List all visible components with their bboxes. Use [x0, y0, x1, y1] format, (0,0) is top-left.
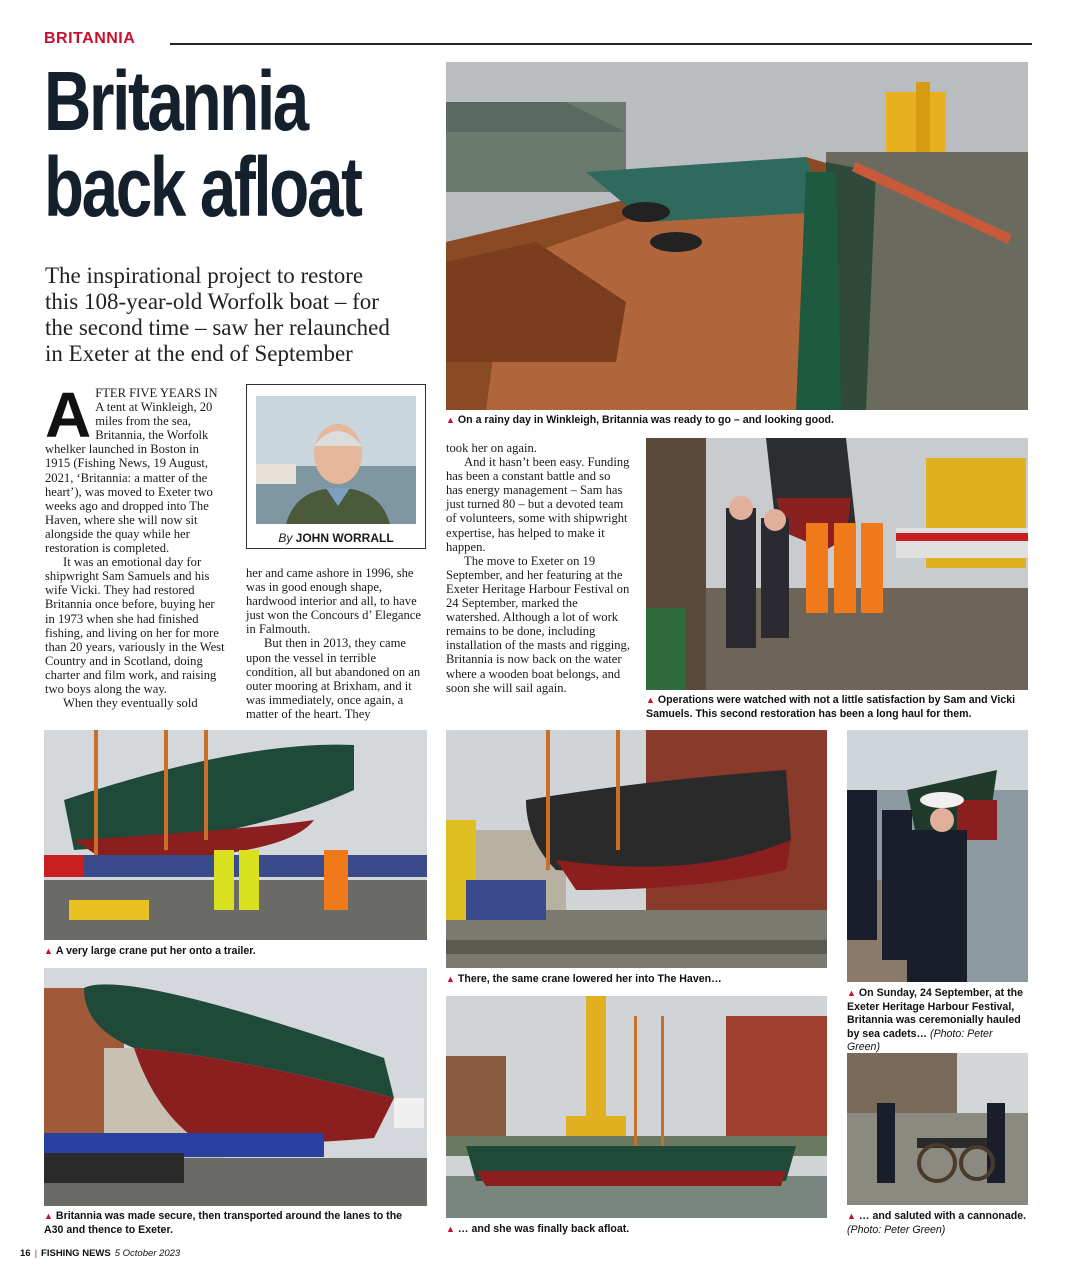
caption-text: … and she was finally back afloat.: [457, 1223, 630, 1235]
body-paragraph: FTER FIVE YEARS IN A tent at Winkleigh, 20 miles from the sea, Britannia, the Worfolk whelker launched in Boston in 1915 (Fishing News, 19 August, 2021, ‘Britannia: a matter of the heart’), was moved to Exeter two weeks ago and dropped into The Haven, where she will now sit alongside the quay while her restoration is completed.: [45, 386, 218, 556]
drop-cap: A: [45, 379, 92, 451]
caption-3: [44, 945, 424, 959]
caption-text: On Sunday, 24 September, at the Exeter Heritage Harbour Festival, Britannia was ceremonially hauled by sea cadets…: [847, 987, 1023, 1040]
body-column-3: [446, 441, 630, 695]
standfirst-line: the second time – saw her relaunched: [45, 315, 390, 340]
caption-1: [446, 414, 1026, 428]
photo-cannonade: [847, 1053, 1028, 1205]
caption-text: Operations were watched with not a little satisfaction by Sam and Vicki Samuels. This second restoration has been a long haul for them.: [646, 694, 1016, 720]
standfirst-line: The inspirational project to restore: [45, 263, 364, 288]
byline: [246, 531, 426, 545]
body-column-2: [246, 566, 428, 721]
caption-4: [446, 973, 826, 987]
caption-text: … and saluted with a cannonade.: [858, 1210, 1027, 1222]
caption-text: A very large crane put her onto a trailer.: [55, 945, 256, 957]
issue-date: 5 October 2023: [114, 1248, 181, 1259]
caption-8: [847, 1210, 1028, 1237]
photo-crane-trailer: [44, 730, 427, 940]
body-paragraph: her and came ashore in 1996, she was in good enough shape, hardwood interior and all, to have just won the Concours d’ Elegance in Falmouth.: [246, 566, 421, 637]
caption-arrow-icon: ▲: [847, 988, 856, 998]
standfirst-line: in Exeter at the end of September: [45, 341, 353, 366]
photo-sam-vicki: [646, 438, 1028, 690]
caption-arrow-icon: ▲: [446, 415, 455, 425]
caption-arrow-icon: ▲: [44, 946, 53, 956]
body-paragraph: When they eventually sold: [63, 696, 198, 711]
body-paragraph: The move to Exeter on 19 September, and her featuring at the Exeter Heritage Harbour Festival on 24 September, marked the watershed. Although a lot of work remains to be done, including installation of the masts and rigging, Britannia is now back on the water where a wooden boat belongs, and soon she will sail again.: [446, 553, 630, 695]
caption-5: [847, 987, 1028, 1055]
photo-sea-cadets: [847, 730, 1028, 982]
caption-text: Britannia was made secure, then transported around the lanes to the A30 and thence to Exeter.: [44, 1210, 403, 1236]
photo-credit: (Photo: Peter Green): [847, 1223, 946, 1236]
caption-6: [44, 1210, 424, 1237]
page-footer: [20, 1248, 180, 1259]
caption-text: There, the same crane lowered her into The Haven…: [457, 973, 722, 985]
footer-separator: |: [34, 1248, 38, 1259]
byline-name: JOHN WORRALL: [295, 531, 394, 545]
caption-arrow-icon: ▲: [847, 1211, 856, 1221]
section-tag: BRITANNIA: [44, 30, 136, 47]
body-paragraph: took her on again.: [446, 441, 537, 455]
caption-7: [446, 1223, 826, 1237]
photo-credit: (Photo: Peter Green): [847, 1027, 993, 1053]
section-rule: [170, 43, 1032, 45]
headline-line-1: Britannia: [44, 54, 307, 148]
body-paragraph: But then in 2013, they came upon the vessel in terrible condition, all but abandoned on an outer mooring at Brixham, and it was immediately, once again, a matter of the heart. They: [246, 636, 421, 721]
photo-secured-trailer: [44, 968, 427, 1206]
photo-deck-winkleigh: [446, 62, 1028, 410]
body-paragraph: It was an emotional day for shipwright Sam Samuels and his wife Vicki. They had restored Britannia once before, buying her in 1973 when she had finished fishing, and living on her for more than 20 years, variously in the West Country and in Scotland, doing charter and film work, and raising two boys along the way.: [45, 555, 225, 696]
caption-2: [646, 694, 1026, 721]
caption-arrow-icon: ▲: [44, 1211, 53, 1221]
page-number: 16: [20, 1248, 31, 1259]
body-paragraph: And it hasn’t been easy. Funding has been a constant battle and so has energy management – Sam has just turned 80 – but a devoted team of volunteers, some with shipwright expertise, has helped to make it happen.: [446, 455, 630, 554]
magazine-name: FISHING NEWS: [41, 1248, 111, 1259]
photo-back-afloat: [446, 996, 827, 1218]
body-column-1: [45, 379, 227, 711]
headline: [44, 54, 361, 234]
caption-text: On a rainy day in Winkleigh, Britannia was ready to go – and looking good.: [457, 414, 834, 426]
author-photo: [256, 396, 416, 524]
caption-arrow-icon: ▲: [446, 1224, 455, 1234]
standfirst-line: this 108-year-old Worfolk boat – for: [45, 289, 379, 314]
caption-arrow-icon: ▲: [646, 695, 655, 705]
byline-by: By: [278, 531, 293, 545]
headline-line-2: back afloat: [44, 140, 361, 234]
photo-lowered-haven: [446, 730, 827, 968]
caption-arrow-icon: ▲: [446, 974, 455, 984]
standfirst: [45, 263, 425, 367]
